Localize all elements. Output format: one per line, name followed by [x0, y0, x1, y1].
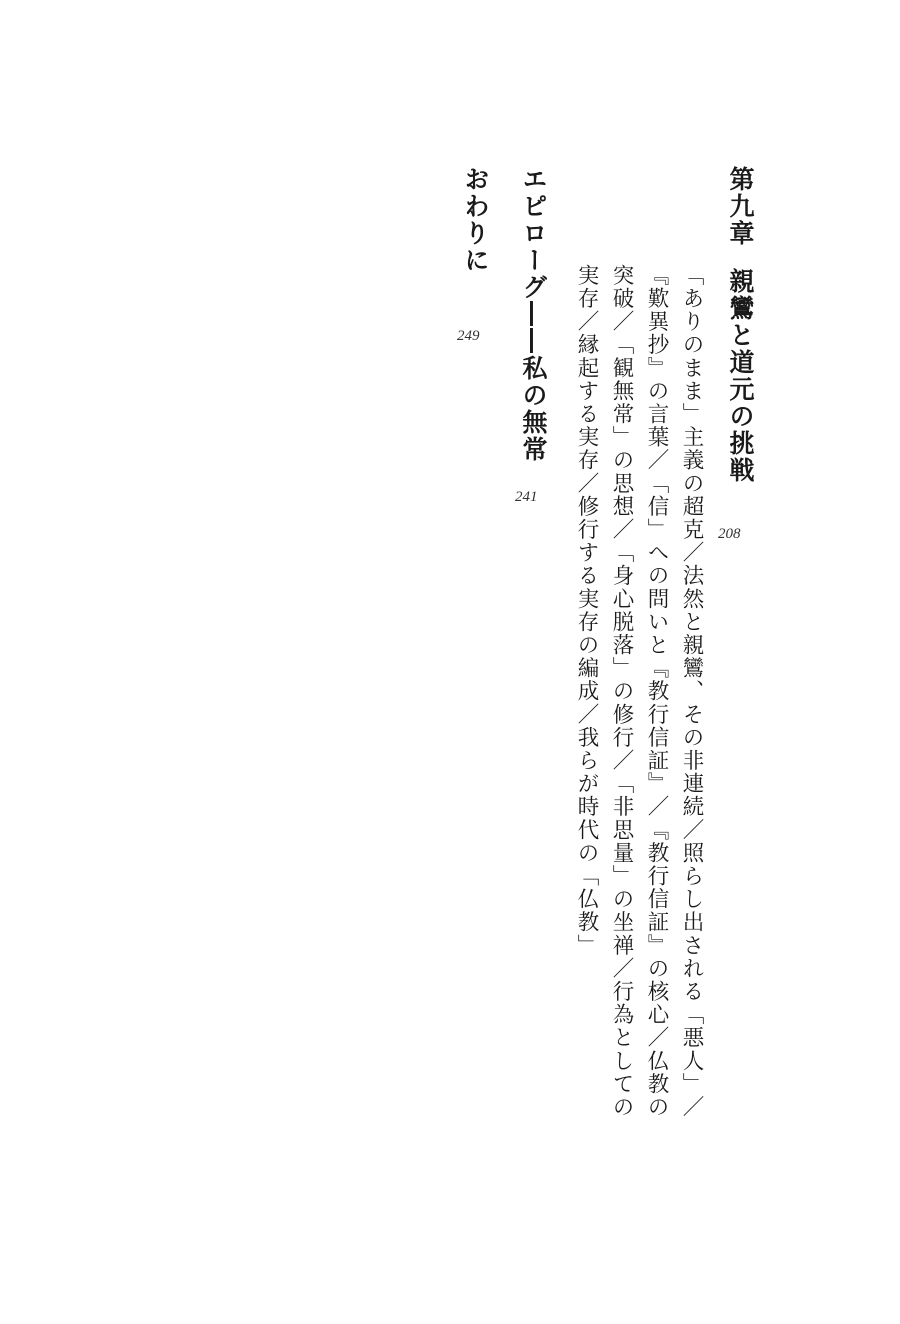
- epilogue-title: エピローグ――私の無常: [519, 166, 548, 463]
- epilogue-page-number: 241: [515, 489, 538, 505]
- chapter-contents-line-2: 『歎異抄』の言葉／「信」への問いと『教行信証』／『教行信証』の核心／仏教の: [644, 264, 669, 1119]
- chapter-title: 親鸞と道元の挑戦: [726, 268, 755, 484]
- chapter-number: 第九章: [726, 166, 755, 247]
- afterword-page-number: 249: [457, 328, 480, 344]
- chapter-contents-line-3: 突破／「観無常」の思想／「身心脱落」の修行／「非思量」の坐禅／行為としての: [609, 264, 634, 1119]
- chapter-page-number: 208: [718, 526, 741, 542]
- chapter-contents-line-1: 「ありのまま」主義の超克／法然と親鸞、その非連続／照らし出される「悪人」／: [679, 264, 704, 1119]
- afterword-title: おわりに: [461, 166, 490, 274]
- chapter-contents-line-4: 実存／縁起する実存／修行する実存の編成／我らが時代の「仏教」: [574, 264, 599, 957]
